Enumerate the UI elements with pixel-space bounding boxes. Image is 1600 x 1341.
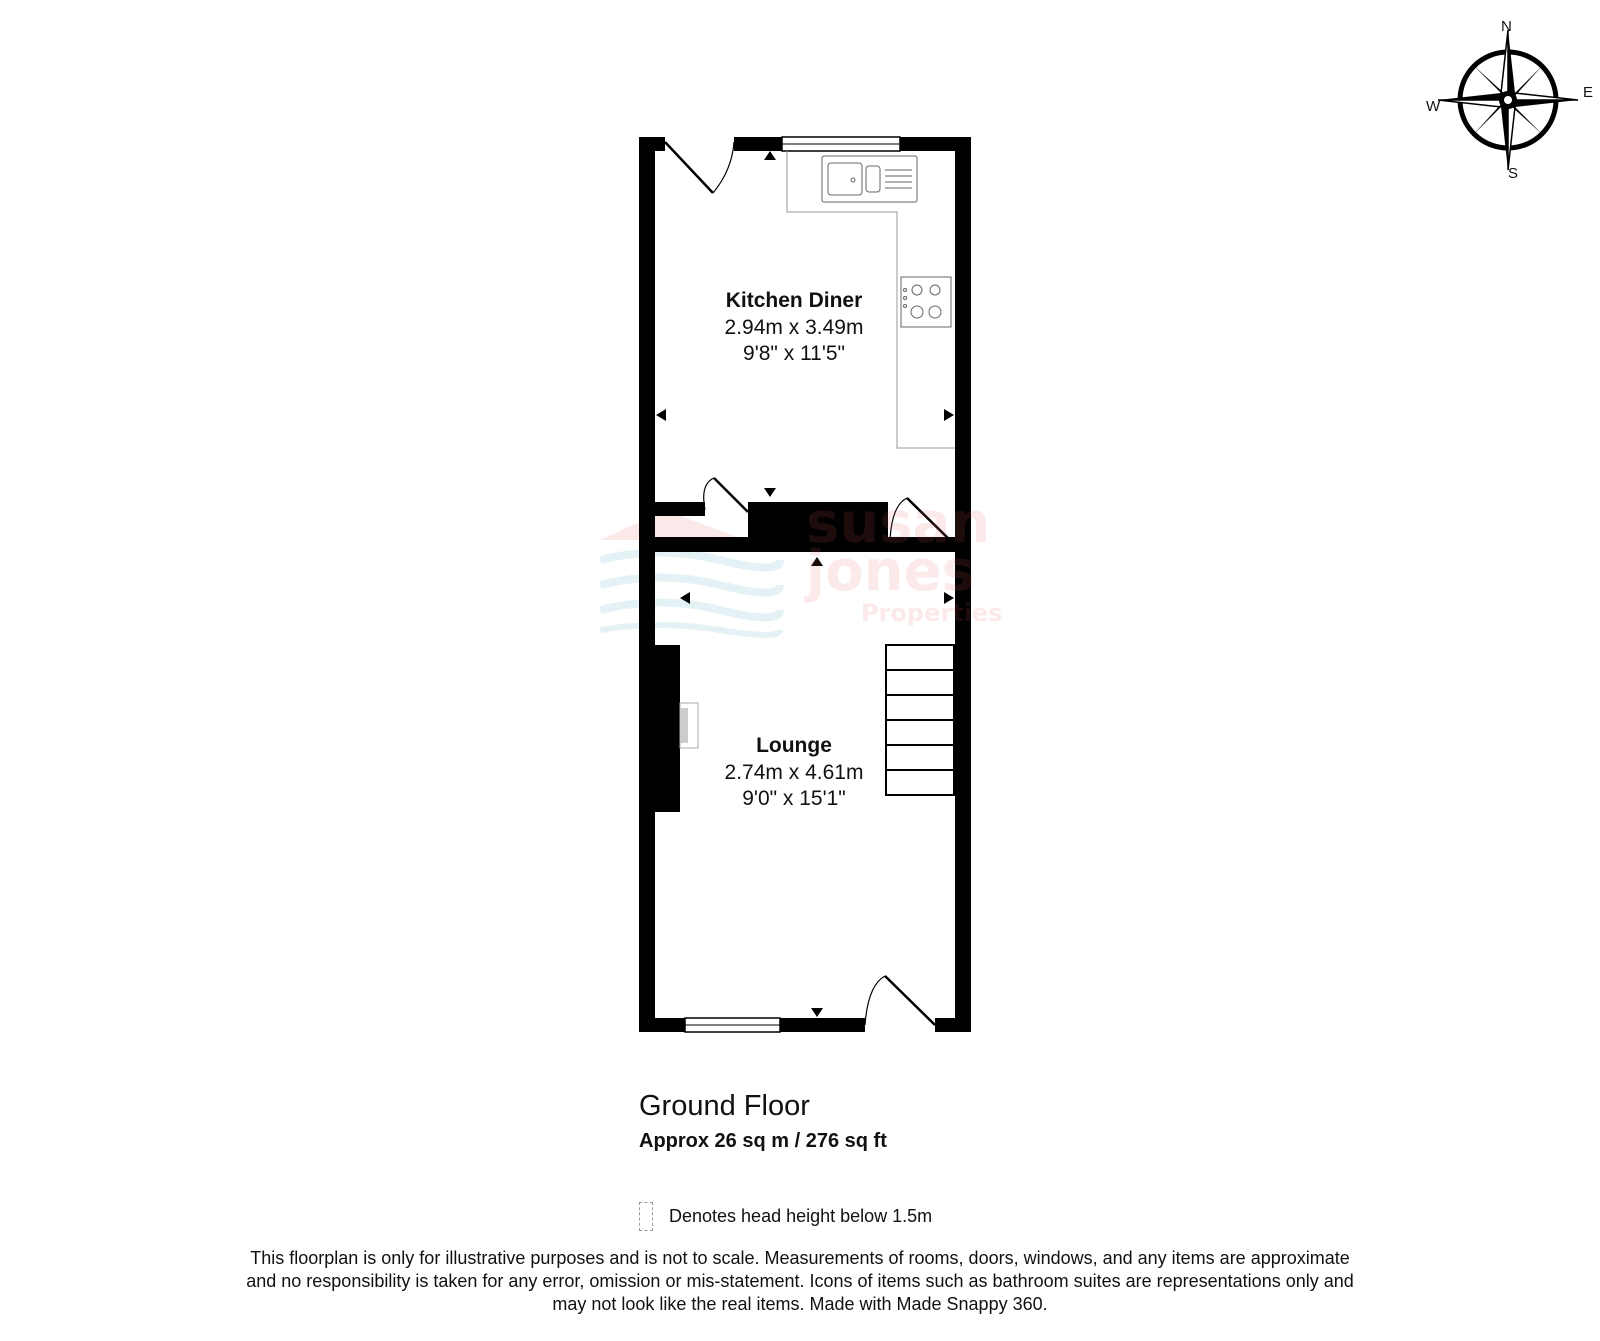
wall-bottom-mid <box>780 1018 865 1032</box>
legend-text: Denotes head height below 1.5m <box>669 1206 933 1226</box>
wall-top-mid <box>734 137 782 151</box>
compass-rose-icon <box>1438 30 1578 170</box>
wall-top-left <box>639 137 665 151</box>
watermark <box>806 491 1003 628</box>
head-height-swatch-icon <box>639 1202 653 1231</box>
room-imperial-lounge: 9'0" x 15'1" <box>742 787 846 810</box>
watermark-line-3: Properties <box>861 599 1003 628</box>
disclaimer-line-1: This floorplan is only for illustrative purposes and is not to scale. Measurements of rooms, doors, windows, and any items are approximate <box>250 1248 1350 1268</box>
compass-west: W <box>1426 98 1441 115</box>
disclaimer-line-2: and no responsibility is taken for any error, omission or mis-statement. Icons of items such as bathroom suites are representations only and <box>246 1271 1354 1291</box>
door-front <box>885 976 935 1025</box>
watermark-line-1: susan <box>806 491 991 556</box>
partition-left <box>655 502 705 516</box>
legend <box>639 1202 932 1231</box>
room-metric-kitchen: 2.94m x 3.49m <box>724 316 864 339</box>
wall-bottom-left <box>639 1018 685 1032</box>
disclaimer <box>180 1247 1420 1316</box>
room-name-lounge: Lounge <box>756 734 832 757</box>
disclaimer-line-3: may not look like the real items. Made with Made Snappy 360. <box>552 1294 1048 1314</box>
wall-bottom-right <box>935 1018 971 1032</box>
room-name-kitchen: Kitchen Diner <box>725 289 863 312</box>
floor-area: Approx 26 sq m / 276 sq ft <box>639 1130 887 1152</box>
wall-left <box>639 137 655 1032</box>
room-imperial-kitchen: 9'8" x 11'5" <box>743 342 845 365</box>
door-back <box>665 142 713 193</box>
watermark-line-2: jones <box>806 538 975 604</box>
wall-top-right <box>900 137 971 151</box>
floor-title: Ground Floor <box>639 1090 810 1122</box>
partition-stub <box>655 537 750 552</box>
compass-south: S <box>1508 165 1519 182</box>
room-metric-lounge: 2.74m x 4.61m <box>724 761 864 784</box>
door-internal-left <box>714 478 748 512</box>
compass-north: N <box>1501 18 1512 35</box>
compass-east: E <box>1583 84 1594 101</box>
